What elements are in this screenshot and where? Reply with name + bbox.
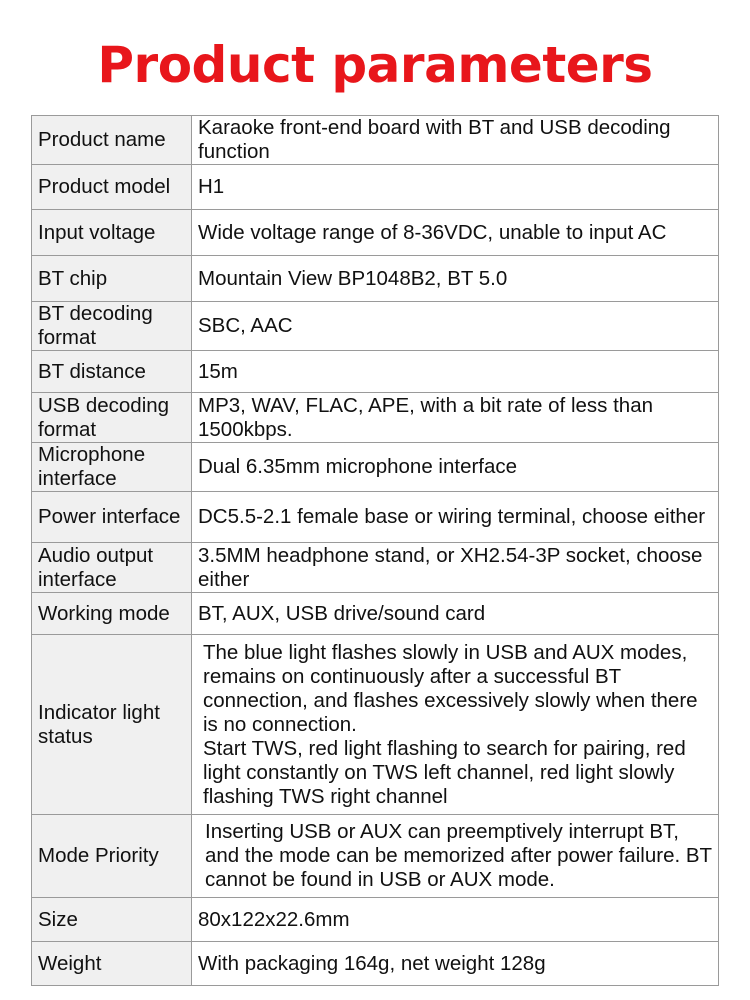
param-label: USB decoding format	[32, 393, 192, 443]
param-label: Product name	[32, 116, 192, 165]
param-value: 3.5MM headphone stand, or XH2.54-3P socket, choose either	[192, 543, 719, 593]
table-row	[32, 593, 719, 635]
param-label: Weight	[32, 942, 192, 986]
table-row	[32, 165, 719, 210]
param-value: Wide voltage range of 8-36VDC, unable to input AC	[192, 210, 719, 256]
table-row	[32, 942, 719, 986]
table-row	[32, 256, 719, 302]
param-value: Karaoke front-end board with BT and USB decoding function	[192, 116, 719, 165]
table-row	[32, 351, 719, 393]
param-value: With packaging 164g, net weight 128g	[192, 942, 719, 986]
param-label: Indicator light status	[32, 635, 192, 815]
param-value: BT, AUX, USB drive/sound card	[192, 593, 719, 635]
param-value: 15m	[192, 351, 719, 393]
table-row	[32, 393, 719, 443]
parameters-table	[31, 115, 719, 986]
table-row	[32, 302, 719, 351]
table-row	[32, 210, 719, 256]
param-value: DC5.5-2.1 female base or wiring terminal, choose either	[192, 492, 719, 543]
param-label: Microphone interface	[32, 443, 192, 492]
param-label: Product model	[32, 165, 192, 210]
table-row	[32, 898, 719, 942]
table-row	[32, 635, 719, 815]
param-value: H1	[192, 165, 719, 210]
param-value: Dual 6.35mm microphone interface	[192, 443, 719, 492]
table-row	[32, 543, 719, 593]
param-value: Mountain View BP1048B2, BT 5.0	[192, 256, 719, 302]
param-label: BT chip	[32, 256, 192, 302]
param-label: Audio output interface	[32, 543, 192, 593]
table-row	[32, 492, 719, 543]
param-label: Input voltage	[32, 210, 192, 256]
param-value: SBC, AAC	[192, 302, 719, 351]
param-label: BT decoding format	[32, 302, 192, 351]
param-label: Working mode	[32, 593, 192, 635]
param-label: Mode Priority	[32, 815, 192, 898]
table-row	[32, 815, 719, 898]
table-row	[32, 116, 719, 165]
param-label: Power interface	[32, 492, 192, 543]
param-value: The blue light flashes slowly in USB and AUX modes, remains on continuously after a successful BT connection, and flashes excessively slowly when there is no connection. Start TWS, red light flashing to search for pairing, red light constantly on TWS left channel, red light slowly flashing TWS right channel	[192, 635, 719, 815]
param-label: BT distance	[32, 351, 192, 393]
param-value: MP3, WAV, FLAC, APE, with a bit rate of less than 1500kbps.	[192, 393, 719, 443]
param-value: 80x122x22.6mm	[192, 898, 719, 942]
param-label: Size	[32, 898, 192, 942]
table-row	[32, 443, 719, 492]
param-value: Inserting USB or AUX can preemptively interrupt BT, and the mode can be memorized after power failure. BT cannot be found in USB or AUX mode.	[192, 815, 719, 898]
page-title: Product parameters	[97, 36, 653, 94]
